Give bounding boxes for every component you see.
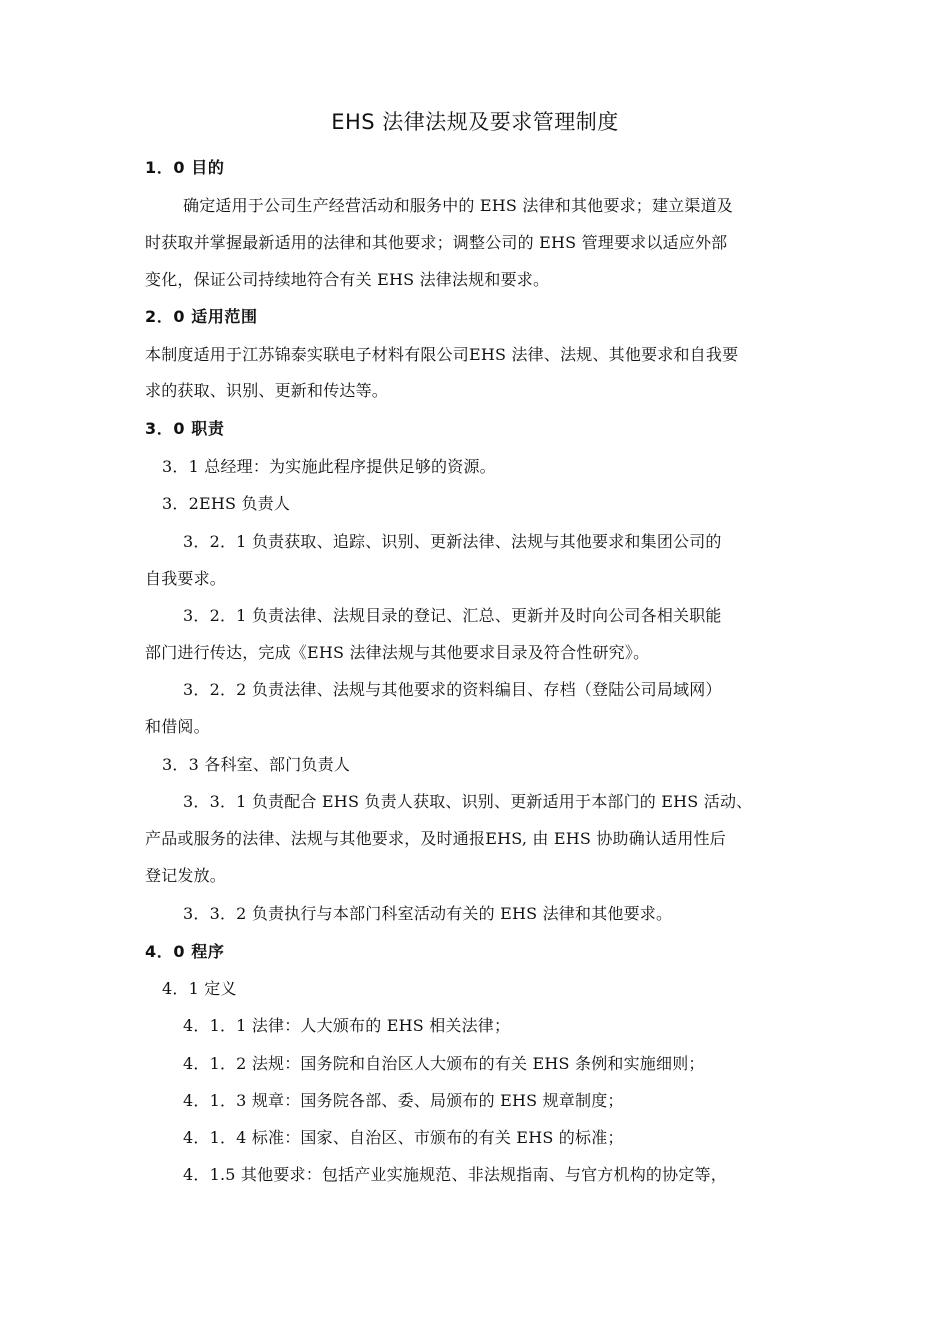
clause-line: 4．1．4 标准：国家、自治区、市颁布的有关 EHS 的标准； xyxy=(183,1128,624,1147)
section-heading-procedure: 4．0 程序 xyxy=(145,942,225,961)
clause-line: 3．2EHS 负责人 xyxy=(162,494,291,513)
clause-line: 4．1．3 规章：国务院各部、委、局颁布的 EHS 规章制度； xyxy=(183,1091,624,1110)
section-heading-scope: 2．0 适用范围 xyxy=(145,307,258,326)
clause-line: 产品或服务的法律、法规与其他要求，及时通报EHS, 由 EHS 协助确认适用性后 xyxy=(145,829,726,848)
clause-line: 4．1．1 法律：人大颁布的 EHS 相关法律； xyxy=(183,1016,511,1035)
clause-line: 自我要求。 xyxy=(145,569,227,588)
clause-line: 4．1．2 法规：国务院和自治区人大颁布的有关 EHS 条例和实施细则； xyxy=(183,1054,705,1073)
paragraph-line: 求的获取、识别、更新和传达等。 xyxy=(145,381,389,400)
clause-line: 部门进行传达，完成《EHS 法律法规与其他要求目录及符合性研究》。 xyxy=(145,643,650,662)
paragraph-line: 变化，保证公司持续地符合有关 EHS 法律法规和要求。 xyxy=(145,270,550,289)
clause-line: 3．3．2 负责执行与本部门科室活动有关的 EHS 法律和其他要求。 xyxy=(183,904,673,923)
clause-line: 4．1.5 其他要求：包括产业实施规范、非法规指南、与官方机构的协定等， xyxy=(183,1165,727,1184)
clause-line: 3．2．1 负责法律、法规目录的登记、汇总、更新并及时向公司各相关职能 xyxy=(183,606,722,625)
clause-line: 3．2．2 负责法律、法规与其他要求的资料编目、存档（登陆公司局域网） xyxy=(183,680,722,699)
clause-line: 登记发放。 xyxy=(145,866,227,885)
paragraph-line: 时获取并掌握最新适用的法律和其他要求；调整公司的 EHS 管理要求以适应外部 xyxy=(145,233,728,252)
clause-line: 3．3 各科室、部门负责人 xyxy=(162,755,351,774)
clause-line: 和借阅。 xyxy=(145,717,210,736)
document-title: EHS 法律法规及要求管理制度 xyxy=(331,110,619,134)
clause-line: 3．1 总经理：为实施此程序提供足够的资源。 xyxy=(162,457,496,476)
section-heading-purpose: 1．0 目的 xyxy=(145,158,225,177)
paragraph-line: 本制度适用于江苏锦泰实联电子材料有限公司EHS 法律、法规、其他要求和自我要 xyxy=(145,345,739,364)
section-heading-responsibilities: 3．0 职责 xyxy=(145,419,225,438)
clause-line: 3．2．1 负责获取、追踪、识别、更新法律、法规与其他要求和集团公司的 xyxy=(183,532,722,551)
paragraph-line: 确定适用于公司生产经营活动和服务中的 EHS 法律和其他要求；建立渠道及 xyxy=(183,196,733,215)
clause-line: 3．3．1 负责配合 EHS 负责人获取、识别、更新适用于本部门的 EHS 活动、 xyxy=(183,792,753,811)
clause-line: 4．1 定义 xyxy=(162,979,237,998)
